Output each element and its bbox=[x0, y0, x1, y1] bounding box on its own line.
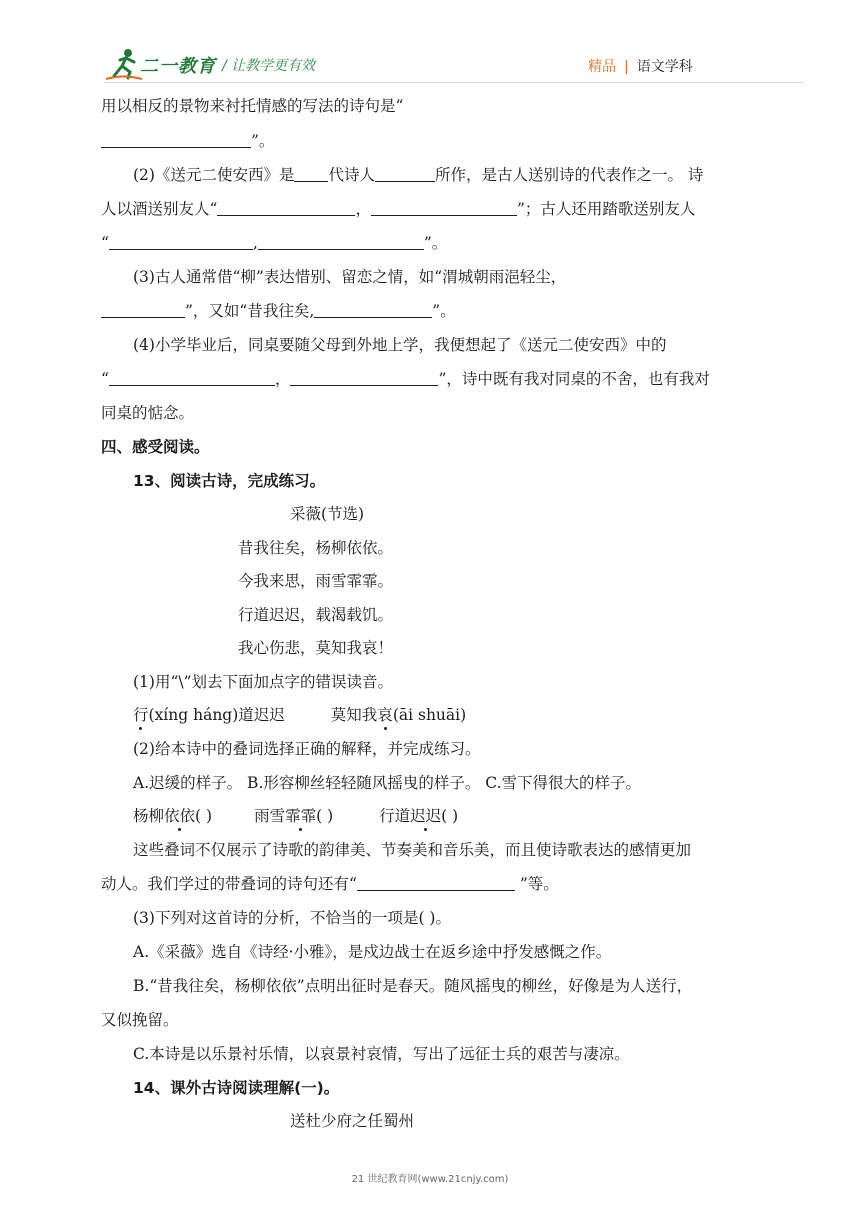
q4-line-3: 同桌的惦念。 bbox=[101, 404, 195, 422]
text-line bbox=[101, 873, 559, 895]
text: 所作，是古人送别诗的代表作之一。 诗 bbox=[434, 166, 704, 184]
brand-divider: | bbox=[624, 59, 629, 75]
text: ”，又如“昔我往矣, bbox=[185, 302, 315, 320]
text-line-2 bbox=[101, 130, 274, 152]
dotted-word: 霏霏 bbox=[285, 807, 317, 825]
text: “ bbox=[101, 370, 109, 388]
answer-blank[interactable] bbox=[290, 369, 438, 386]
answer-paren[interactable]: ( ) bbox=[195, 807, 213, 825]
text: 行道 bbox=[379, 807, 411, 825]
slogan: / 让教学更有效 bbox=[222, 58, 316, 74]
poem-line: 今我来思，雨雪霏霏。 bbox=[238, 572, 394, 590]
text-line: 这些叠词不仅展示了诗歌的韵律美、节奏美和音乐美，而且使诗歌表达的感情更加 bbox=[133, 841, 692, 859]
text: ”等。 bbox=[514, 875, 559, 893]
answer-blank[interactable] bbox=[101, 131, 251, 148]
page-footer: 21 世纪教育网(www.21cnjy.com) bbox=[351, 1174, 509, 1185]
q3-line-1: (3)古人通常借“柳”表达惜别、留恋之情，如“渭城朝雨浥轻尘， bbox=[133, 268, 567, 286]
pinyin-options[interactable]: (āi shuāi) bbox=[392, 706, 467, 724]
poem-line: 昔我往矣，杨柳依依。 bbox=[238, 539, 394, 557]
poem2-title: 送杜少府之任蜀州 bbox=[290, 1112, 415, 1130]
question-14-heading: 14、课外古诗阅读理解(一)。 bbox=[133, 1079, 340, 1097]
text: 雨雪 bbox=[254, 807, 286, 825]
answer-blank[interactable] bbox=[101, 301, 185, 318]
q2-line-2 bbox=[101, 198, 695, 220]
pinyin-options[interactable]: (xíng háng)道迟迟 bbox=[148, 706, 285, 724]
dotted-char: 行 bbox=[133, 706, 149, 724]
text-line-1: 用以相反的景物来衬托情感的写法的诗句是“ bbox=[101, 97, 404, 115]
text: 动人。我们学过的带叠词的诗句还有“ bbox=[101, 875, 357, 893]
subquestion-2: (2)给本诗中的叠词选择正确的解释，并完成练习。 bbox=[133, 740, 481, 758]
dotted-word: 依依 bbox=[164, 807, 196, 825]
choice-c[interactable]: C.本诗是以乐景衬乐情，以哀景衬哀情，写出了远征士兵的艰苦与凄凉。 bbox=[133, 1045, 630, 1063]
text: “ bbox=[101, 234, 109, 252]
text: 莫知我 bbox=[330, 706, 378, 724]
options-line: A.迟缓的样子。 B.形容柳丝轻轻随风摇曳的样子。 C.雪下得很大的样子。 bbox=[133, 774, 642, 792]
answer-paren[interactable]: ( ) bbox=[441, 807, 459, 825]
choice-b[interactable]: B.“昔我往矣，杨柳依依”点明出征时是春天。随风摇曳的柳丝，好像是为人送行， bbox=[133, 977, 693, 995]
answer-blank[interactable] bbox=[258, 233, 424, 250]
text: 代诗人 bbox=[328, 166, 375, 184]
text: ”。 bbox=[423, 234, 448, 252]
poem-line: 行道迟迟，载渴载饥。 bbox=[238, 606, 394, 624]
fine-label: 精品 bbox=[588, 59, 616, 75]
text: , bbox=[252, 234, 258, 252]
q2-line-1 bbox=[133, 164, 703, 186]
brand-label bbox=[588, 56, 693, 76]
answer-blank[interactable] bbox=[314, 301, 432, 318]
text: ”。 bbox=[251, 132, 275, 150]
page-header bbox=[0, 0, 860, 90]
choice-b-cont: 又似挽留。 bbox=[101, 1011, 179, 1029]
subquestion-3: (3)下列对这首诗的分析，不恰当的一项是( )。 bbox=[133, 909, 451, 927]
text: ， bbox=[355, 200, 371, 218]
choice-a[interactable]: A.《采薇》选自《诗经·小雅》，是戍边战士在返乡途中抒发感慨之作。 bbox=[133, 943, 612, 961]
text: 杨柳 bbox=[133, 807, 165, 825]
answer-blank[interactable] bbox=[371, 199, 517, 216]
q2-line-3 bbox=[101, 232, 447, 254]
dotted-char: 哀 bbox=[377, 706, 393, 724]
poem-title: 采薇(节选) bbox=[290, 505, 365, 523]
section-heading: 四、感受阅读。 bbox=[101, 438, 210, 456]
text: ， bbox=[274, 370, 291, 388]
answer-blank[interactable] bbox=[357, 874, 515, 891]
dotted-word: 迟迟 bbox=[410, 807, 442, 825]
q4-line-1: (4)小学毕业后，同桌要随父母到外地上学，我便想起了《送元二使安西》中的 bbox=[133, 336, 667, 354]
text: (2)《送元二使安西》是 bbox=[133, 166, 295, 184]
text: ”；古人还用踏歌送别友人 bbox=[516, 200, 696, 218]
pinyin-line bbox=[133, 704, 466, 726]
reduplication-line bbox=[133, 805, 458, 827]
q3-line-2 bbox=[101, 300, 456, 322]
answer-blank[interactable] bbox=[109, 233, 253, 250]
poem-line: 我心伤悲，莫知我哀！ bbox=[238, 639, 394, 657]
answer-blank[interactable] bbox=[109, 369, 275, 386]
question-13-heading: 13、阅读古诗，完成练习。 bbox=[133, 472, 326, 490]
runner-logo-icon bbox=[104, 46, 144, 82]
subquestion-1: (1)用“\”划去下面加点字的错误读音。 bbox=[133, 673, 394, 691]
subject-label: 语文学科 bbox=[636, 59, 693, 75]
answer-blank[interactable] bbox=[294, 165, 328, 182]
text: 人以酒送别友人“ bbox=[101, 200, 218, 218]
answer-blank[interactable] bbox=[217, 199, 355, 216]
q4-line-2 bbox=[101, 368, 710, 390]
answer-blank[interactable] bbox=[375, 165, 435, 182]
answer-paren[interactable]: ( ) bbox=[316, 807, 334, 825]
text: ”，诗中既有我对同桌的不舍，也有我对 bbox=[438, 370, 710, 388]
header-divider bbox=[104, 82, 804, 83]
logo-text: 二一教育 bbox=[140, 56, 216, 77]
text: ”。 bbox=[432, 302, 456, 320]
